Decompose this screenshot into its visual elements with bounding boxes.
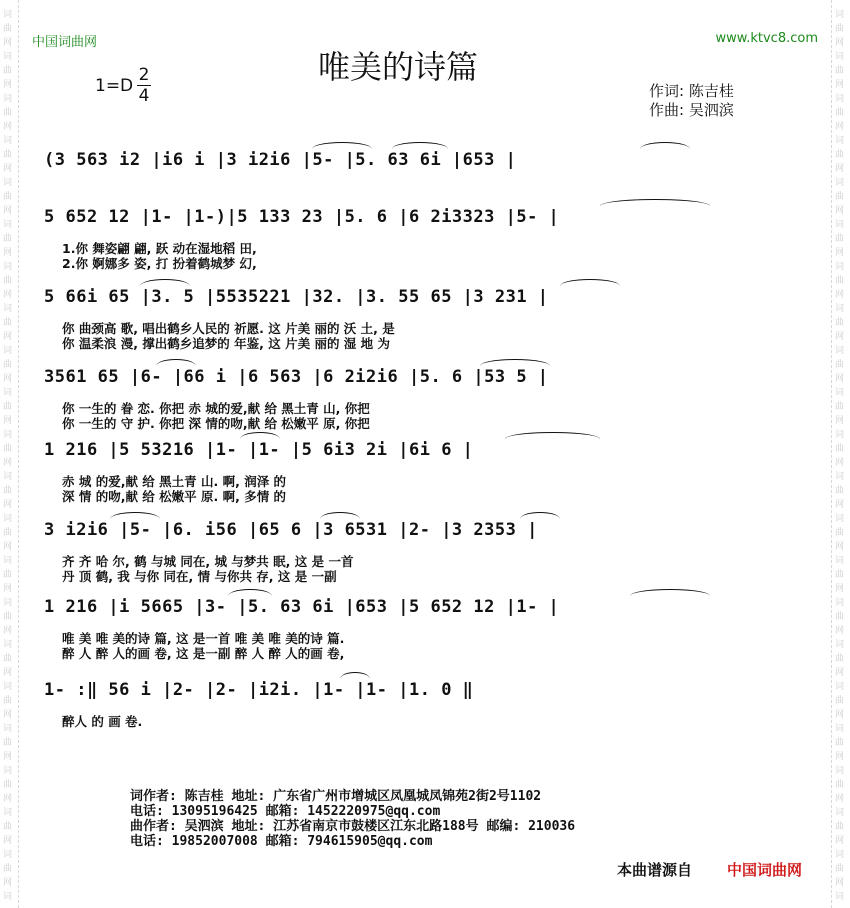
lyric-line: 赤 城 的爱,献 给 黑土青 山. 啊, 润泽 的 <box>62 474 287 489</box>
lyric-line: 齐 齐 哈 尔, 鹤 与城 同在, 城 与梦共 眠, 这 是 一首 <box>62 554 354 569</box>
watermark-glyph: 曲 <box>3 234 13 244</box>
watermark-glyph: 曲 <box>835 738 845 748</box>
watermark-glyph: 网 <box>835 794 845 804</box>
watermark-glyph: 曲 <box>835 864 845 874</box>
watermark-glyph: 网 <box>3 248 13 258</box>
watermark-glyph: 曲 <box>3 738 13 748</box>
watermark-glyph: 词 <box>835 388 845 398</box>
watermark-glyph: 词 <box>835 346 845 356</box>
watermark-glyph: 曲 <box>3 276 13 286</box>
lyric-line: 深 情 的吻,献 给 松嫩平 原. 啊, 多情 的 <box>62 489 287 504</box>
watermark-glyph: 网 <box>3 38 13 48</box>
slur-mark <box>156 359 196 366</box>
watermark-glyph: 词 <box>835 472 845 482</box>
watermark-glyph: 词 <box>835 136 845 146</box>
watermark-glyph: 网 <box>835 500 845 510</box>
watermark-glyph: 网 <box>835 752 845 762</box>
watermark-glyph: 词 <box>3 136 13 146</box>
watermark-glyph: 曲 <box>835 570 845 580</box>
watermark-glyph: 网 <box>3 206 13 216</box>
watermark-glyph: 词 <box>835 52 845 62</box>
lyric-line: 你 曲颈高 歌, 唱出鹤乡人民的 祈愿. 这 片美 丽的 沃 土, 是 <box>62 321 395 336</box>
watermark-glyph: 网 <box>835 668 845 678</box>
watermark-glyph: 网 <box>835 626 845 636</box>
composer-info: 曲作者: 吴泗滨 地址: 江苏省南京市鼓楼区江东北路188号 邮编: 210036 <box>130 819 576 834</box>
watermark-glyph: 网 <box>835 332 845 342</box>
watermark-glyph: 曲 <box>3 486 13 496</box>
watermark-glyph: 词 <box>3 640 13 650</box>
watermark-glyph: 词 <box>835 430 845 440</box>
notation-line: 1- :‖ 56 i |2- |2- |i2i. |1- |1- |1. 0 ‖ <box>44 680 474 700</box>
watermark-glyph: 词 <box>3 514 13 524</box>
watermark-glyph: 曲 <box>835 402 845 412</box>
watermark-glyph: 网 <box>3 794 13 804</box>
slur-mark <box>110 512 160 519</box>
watermark-glyph: 词 <box>835 598 845 608</box>
watermark-glyph: 词 <box>835 220 845 230</box>
watermark-glyph: 网 <box>3 80 13 90</box>
watermark-glyph: 词 <box>835 10 845 20</box>
watermark-glyph: 网 <box>3 374 13 384</box>
watermark-glyph: 网 <box>3 164 13 174</box>
watermark-glyph: 词 <box>3 346 13 356</box>
watermark-glyph: 网 <box>835 584 845 594</box>
watermark-glyph: 曲 <box>3 192 13 202</box>
watermark-glyph: 词 <box>3 724 13 734</box>
watermark-glyph: 网 <box>3 122 13 132</box>
watermark-glyph: 词 <box>835 556 845 566</box>
watermark-glyph: 网 <box>3 668 13 678</box>
watermark-glyph: 曲 <box>835 150 845 160</box>
slur-mark <box>640 142 690 149</box>
watermark-glyph: 曲 <box>3 360 13 370</box>
watermark-glyph: 网 <box>835 710 845 720</box>
watermark-glyph: 曲 <box>835 360 845 370</box>
watermark-glyph: 词 <box>835 178 845 188</box>
watermark-glyph: 曲 <box>835 192 845 202</box>
slur-mark <box>140 279 190 286</box>
composer-contact: 电话: 19852007008 邮箱: 794615905@qq.com <box>130 834 433 849</box>
watermark-glyph: 曲 <box>835 108 845 118</box>
slur-mark <box>600 199 710 206</box>
watermark-glyph: 网 <box>3 584 13 594</box>
watermark-glyph: 词 <box>835 892 845 902</box>
watermark-glyph: 词 <box>3 472 13 482</box>
watermark-glyph: 词 <box>3 430 13 440</box>
lyric-line: 1.你 舞姿翩 翩, 跃 动在湿地稻 田, <box>62 241 257 256</box>
watermark-glyph: 曲 <box>3 612 13 622</box>
watermark-glyph: 网 <box>835 290 845 300</box>
slur-mark <box>240 432 280 439</box>
notation-line: 5 66i 65 |3. 5 |5535221 |32. |3. 55 65 |3 231 | <box>44 287 549 307</box>
slur-mark <box>228 589 272 596</box>
watermark-glyph: 曲 <box>835 66 845 76</box>
watermark-glyph: 词 <box>3 850 13 860</box>
watermark-glyph: 网 <box>835 80 845 90</box>
watermark-glyph: 网 <box>3 878 13 888</box>
watermark-glyph: 词 <box>835 304 845 314</box>
watermark-glyph: 网 <box>835 122 845 132</box>
watermark-glyph: 词 <box>835 514 845 524</box>
lyric-line: 你 一生的 眷 恋. 你把 赤 城的爱,献 给 黑土青 山, 你把 <box>62 401 370 416</box>
watermark-glyph: 词 <box>3 598 13 608</box>
slur-mark <box>520 512 560 519</box>
watermark-glyph: 曲 <box>835 24 845 34</box>
watermark-glyph: 网 <box>3 416 13 426</box>
watermark-glyph: 词 <box>3 556 13 566</box>
notation-line: (3 563 i2 |i6 i |3 i2i6 |5- |5. 63 6i |653 | <box>44 150 517 170</box>
slur-mark <box>480 359 550 366</box>
watermark-glyph: 词 <box>835 640 845 650</box>
notation-line: 1 216 |5 53216 |1- |1- |5 6i3 2i |6i 6 | <box>44 440 474 460</box>
lyric-line: 丹 顶 鹤, 我 与你 同在, 情 与你共 存, 这 是 一副 <box>62 569 337 584</box>
slur-mark <box>560 279 620 286</box>
watermark-glyph: 词 <box>3 178 13 188</box>
song-title: 唯美的诗篇 <box>318 48 479 86</box>
watermark-glyph: 网 <box>3 710 13 720</box>
watermark-glyph: 曲 <box>835 234 845 244</box>
watermark-glyph: 曲 <box>835 822 845 832</box>
time-signature-top: 2 <box>138 65 150 85</box>
watermark-glyph: 词 <box>3 220 13 230</box>
watermark-glyph: 词 <box>3 304 13 314</box>
watermark-glyph: 曲 <box>3 528 13 538</box>
notation-line: 3561 65 |6- |66 i |6 563 |6 2i2i6 |5. 6 |53 5 | <box>44 367 549 387</box>
lyric-line: 醉人 的 画 卷. <box>62 714 143 729</box>
watermark-glyph: 曲 <box>3 654 13 664</box>
watermark-glyph: 网 <box>3 500 13 510</box>
watermark-glyph: 网 <box>3 332 13 342</box>
watermark-glyph: 网 <box>835 458 845 468</box>
watermark-glyph: 曲 <box>835 612 845 622</box>
slur-mark <box>630 589 710 596</box>
lyric-line: 你 一生的 守 护. 你把 深 情的吻,献 给 松嫩平 原, 你把 <box>62 416 370 431</box>
composer-credit: 作曲: 吴泗滨 <box>649 101 734 119</box>
lyricist-credit: 作词: 陈吉桂 <box>649 82 734 100</box>
lyric-line: 2.你 婀娜多 姿, 打 扮着鹤城梦 幻, <box>62 256 257 271</box>
right-watermark-strip <box>831 0 850 908</box>
watermark-glyph: 网 <box>835 164 845 174</box>
watermark-glyph: 词 <box>835 94 845 104</box>
watermark-glyph: 曲 <box>3 864 13 874</box>
lyric-line: 你 温柔浪 漫, 撑出鹤乡追梦的 年鉴, 这 片美 丽的 湿 地 为 <box>62 336 391 351</box>
watermark-glyph: 网 <box>835 416 845 426</box>
watermark-glyph: 网 <box>835 542 845 552</box>
watermark-glyph: 曲 <box>3 24 13 34</box>
watermark-glyph: 网 <box>3 458 13 468</box>
watermark-glyph: 词 <box>835 850 845 860</box>
slur-mark <box>320 512 360 519</box>
watermark-glyph: 曲 <box>3 570 13 580</box>
watermark-glyph: 网 <box>835 248 845 258</box>
watermark-glyph: 曲 <box>835 696 845 706</box>
watermark-glyph: 曲 <box>835 486 845 496</box>
watermark-glyph: 曲 <box>835 528 845 538</box>
watermark-glyph: 词 <box>3 892 13 902</box>
notation-line: 1 216 |i 5665 |3- |5. 63 6i |653 |5 652 12 |1- | <box>44 597 560 617</box>
watermark-glyph: 曲 <box>3 318 13 328</box>
watermark-glyph: 词 <box>835 262 845 272</box>
watermark-glyph: 词 <box>835 808 845 818</box>
lyric-line: 醉 人 醉 人的画 卷, 这 是一副 醉 人 醉 人的画 卷, <box>62 646 345 661</box>
watermark-glyph: 曲 <box>835 780 845 790</box>
lyricist-info: 词作者: 陈吉桂 地址: 广东省广州市增城区凤凰城凤锦苑2街2号1102 <box>130 789 542 804</box>
watermark-glyph: 词 <box>3 682 13 692</box>
notation-line: 5 652 12 |1- |1-)|5 133 23 |5. 6 |6 2i3323 |5- | <box>44 207 560 227</box>
watermark-glyph: 网 <box>3 752 13 762</box>
watermark-glyph: 曲 <box>3 696 13 706</box>
watermark-glyph: 网 <box>835 206 845 216</box>
watermark-glyph: 词 <box>3 808 13 818</box>
watermark-glyph: 曲 <box>835 318 845 328</box>
watermark-glyph: 词 <box>3 766 13 776</box>
watermark-glyph: 词 <box>3 52 13 62</box>
watermark-glyph: 网 <box>3 626 13 636</box>
watermark-glyph: 曲 <box>3 822 13 832</box>
source-label: 本曲谱源自 <box>617 861 693 879</box>
left-watermark-strip <box>0 0 19 908</box>
watermark-glyph: 网 <box>3 542 13 552</box>
watermark-glyph: 词 <box>835 682 845 692</box>
watermark-glyph: 曲 <box>835 276 845 286</box>
site-name-top-left: 中国词曲网 <box>32 35 98 50</box>
watermark-glyph: 词 <box>3 262 13 272</box>
watermark-glyph: 曲 <box>3 402 13 412</box>
watermark-glyph: 网 <box>835 878 845 888</box>
key-signature: 1=D <box>95 76 134 96</box>
slur-mark <box>340 672 370 679</box>
watermark-glyph: 词 <box>835 724 845 734</box>
watermark-glyph: 曲 <box>835 444 845 454</box>
watermark-glyph: 网 <box>3 836 13 846</box>
watermark-glyph: 曲 <box>3 66 13 76</box>
watermark-glyph: 网 <box>3 290 13 300</box>
time-signature <box>137 66 151 105</box>
watermark-glyph: 词 <box>835 766 845 776</box>
notation-line: 3 i2i6 |5- |6. i56 |65 6 |3 6531 |2- |3 2353 | <box>44 520 538 540</box>
slur-mark <box>392 142 448 149</box>
time-signature-bottom: 4 <box>138 86 150 106</box>
watermark-glyph: 曲 <box>3 780 13 790</box>
slur-mark <box>312 142 372 149</box>
watermark-glyph: 曲 <box>3 444 13 454</box>
watermark-glyph: 曲 <box>3 150 13 160</box>
site-url-top-right: www.ktvc8.com <box>715 31 818 46</box>
watermark-glyph: 网 <box>835 374 845 384</box>
watermark-glyph: 词 <box>3 388 13 398</box>
watermark-glyph: 曲 <box>835 654 845 664</box>
watermark-glyph: 词 <box>3 10 13 20</box>
watermark-glyph: 曲 <box>3 108 13 118</box>
source-brand: 中国词曲网 <box>727 861 803 879</box>
lyricist-contact: 电话: 13095196425 邮箱: 1452220975@qq.com <box>130 804 441 819</box>
watermark-glyph: 网 <box>835 38 845 48</box>
watermark-glyph: 词 <box>3 94 13 104</box>
lyric-line: 唯 美 唯 美的诗 篇, 这 是一首 唯 美 唯 美的诗 篇. <box>62 631 345 646</box>
slur-mark <box>505 432 600 439</box>
watermark-glyph: 网 <box>835 836 845 846</box>
